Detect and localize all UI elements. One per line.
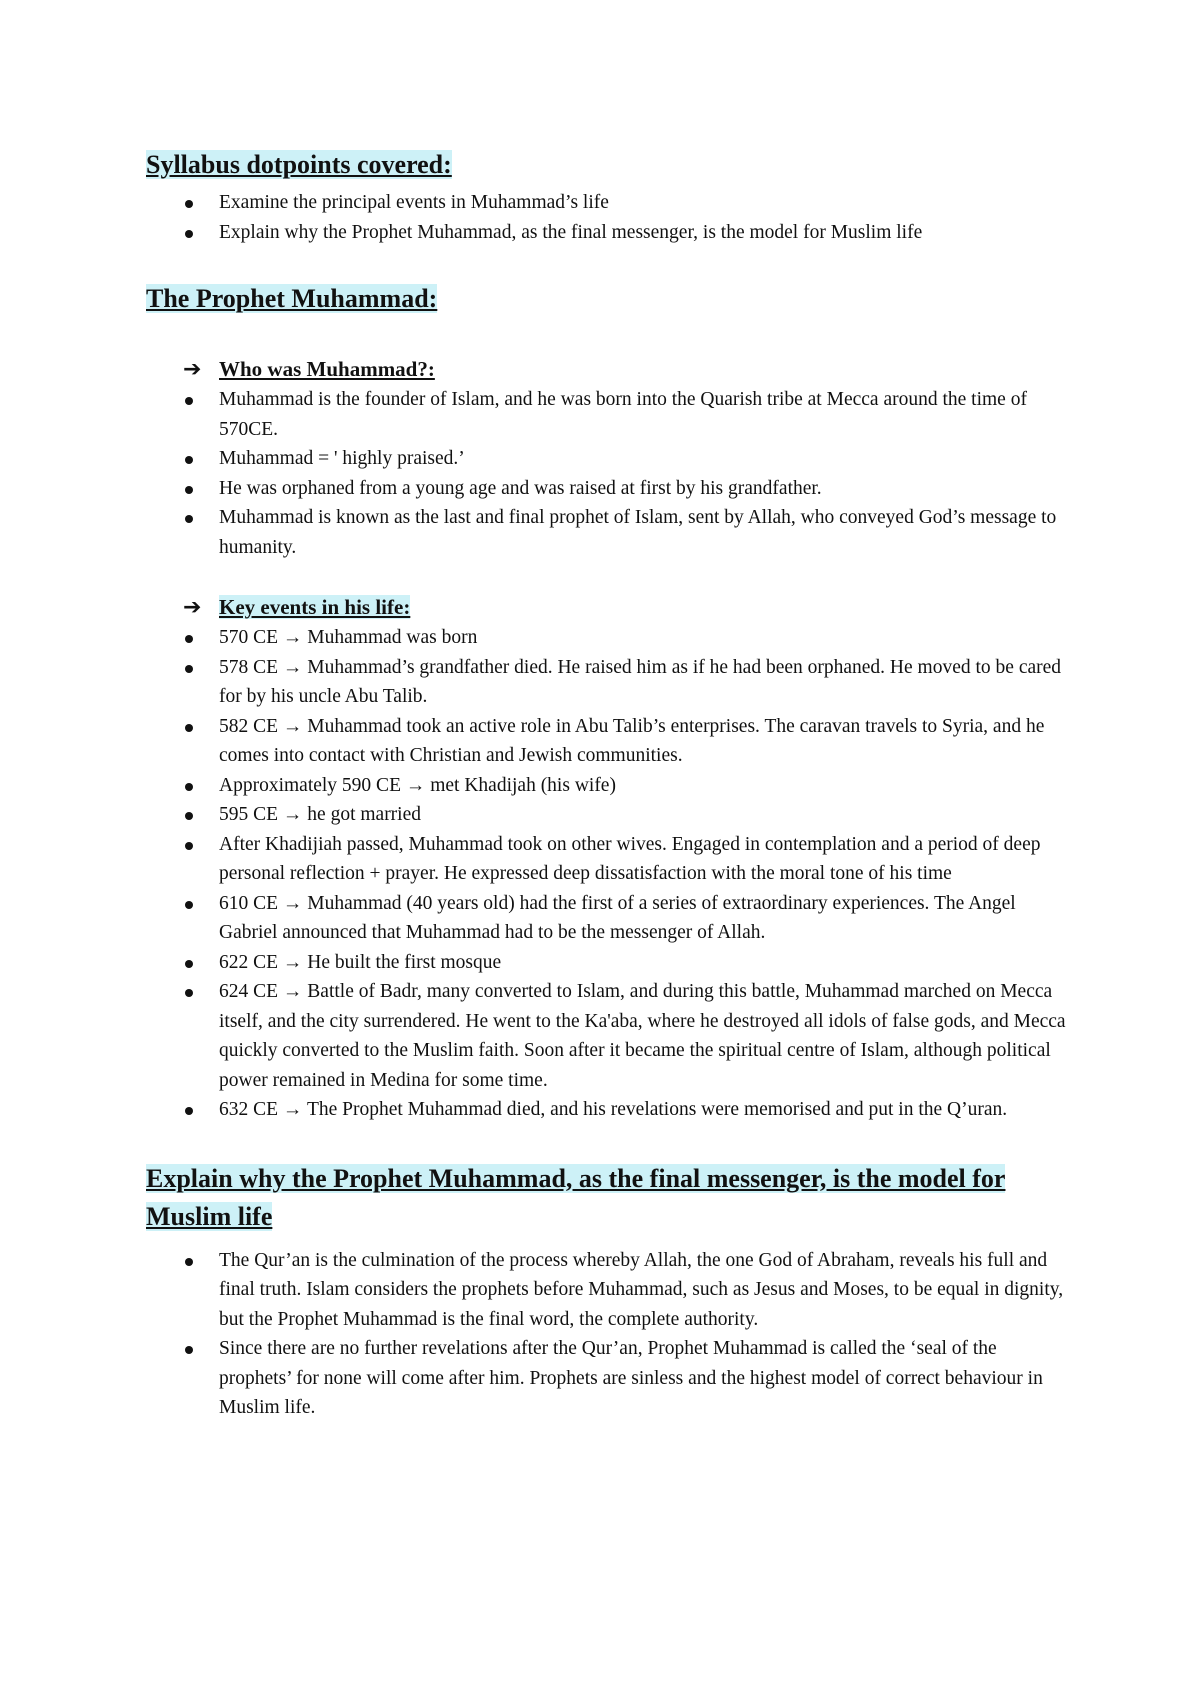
bullet-icon [185, 1346, 193, 1354]
list-item-text: 578 CE → Muhammad’s grandfather died. He raised him as if he had been orphaned. He moved to be cared for by his uncle Abu Talib. [219, 656, 1062, 707]
list-item-text: Since there are no further revelations after the Qur’an, Prophet Muhammad is called the ‘seal of the prophets’ for none will come after him. Prophets are sinless and the highest model of correct behaviour in Muslim life. [219, 1338, 1043, 1418]
bullet-icon [185, 724, 193, 732]
list-item [146, 1334, 1066, 1423]
list-item-text: 622 CE → He built the first mosque [219, 951, 502, 973]
list-item [146, 889, 1066, 948]
bullet-icon [185, 812, 193, 820]
who-subheading [146, 354, 1066, 385]
bullet-icon [185, 397, 193, 405]
bullet-icon [185, 783, 193, 791]
list-item-text: 595 CE → he got married [219, 804, 421, 825]
bullet-icon [185, 486, 193, 494]
list-item-text: Explain why the Prophet Muhammad, as the final messenger, is the model for Muslim life [219, 221, 923, 243]
list-item-text: 624 CE → Battle of Badr, many converted to Islam, and during this battle, Muhammad marched on Mecca itself, and the city surrendered. He went to the Ka'aba, where he destroyed all idols of false gods, and Mecca quickly converted to the Muslim faith. Soon after it became the spiritual centre of Islam, although political power remained in Medina for some time. [219, 981, 1066, 1091]
arrow-right-icon: ➔ [183, 357, 202, 382]
list-item [146, 712, 1066, 771]
list-item [146, 800, 1066, 830]
list-item-text: 610 CE → Muhammad (40 years old) had the first of a series of extraordinary experiences. The Angel Gabriel announced that Muhammad had to be the messenger of Allah. [219, 892, 1016, 943]
list-item [146, 1246, 1066, 1335]
list-item [146, 948, 1066, 978]
who-list [146, 385, 1066, 562]
list-item-text: 582 CE → Muhammad took an active role in Abu Talib’s enterprises. The caravan travels to Syria, and he comes into contact with Christian and Jewish communities. [219, 715, 1045, 766]
syllabus-heading [146, 146, 1066, 184]
list-item-text: Muhammad is known as the last and final prophet of Islam, sent by Allah, who conveyed God’s message to humanity. [219, 507, 1057, 558]
bullet-icon [185, 665, 193, 673]
list-item [146, 474, 1066, 504]
who-subheading-text: Who was Muhammad?: [219, 357, 435, 381]
list-item-text: Muhammad = ' highly praised.’ [219, 448, 465, 469]
list-item [146, 977, 1066, 1095]
list-item [146, 830, 1066, 889]
list-item-text: The Qur’an is the culmination of the process whereby Allah, the one God of Abraham, reveals his full and final truth. Islam considers the prophets before Muhammad, such as Jesus and Moses, to be equal in dignity, but the Prophet Muhammad is the final word, the complete authority. [219, 1249, 1064, 1330]
syllabus-list [146, 188, 1066, 247]
explain-heading-text: Explain why the Prophet Muhammad, as the final messenger, is the model for Muslim life [146, 1163, 1006, 1231]
list-item [146, 771, 1066, 801]
bullet-icon [185, 230, 193, 238]
explain-list [146, 1246, 1066, 1423]
prophet-heading [146, 280, 1066, 318]
arrow-right-icon: ➔ [183, 595, 202, 620]
bullet-icon [185, 989, 193, 997]
list-item [146, 218, 1066, 248]
document-content [146, 146, 1066, 1423]
events-subheading-text: Key events in his life: [219, 595, 411, 619]
list-item-text: He was orphaned from a young age and was raised at first by his grandfather. [219, 477, 822, 499]
explain-heading [146, 1160, 1066, 1236]
prophet-heading-text: The Prophet Muhammad: [146, 284, 438, 313]
list-item-text: Approximately 590 CE → met Khadijah (his wife) [219, 774, 616, 796]
list-item [146, 444, 1066, 474]
bullet-icon [185, 842, 193, 850]
syllabus-heading-text: Syllabus dotpoints covered: [146, 150, 452, 179]
events-subheading [146, 592, 1066, 623]
list-item [146, 188, 1066, 218]
list-item [146, 1095, 1066, 1125]
list-item [146, 385, 1066, 444]
bullet-icon [185, 200, 193, 208]
bullet-icon [185, 1107, 193, 1115]
list-item [146, 623, 1066, 653]
bullet-icon [185, 1258, 193, 1266]
list-item-text: 632 CE → The Prophet Muhammad died, and his revelations were memorised and put in the Q’uran. [219, 1099, 1008, 1120]
bullet-icon [185, 960, 193, 968]
list-item-text: 570 CE → Muhammad was born [219, 627, 478, 648]
list-item [146, 503, 1066, 562]
list-item-text: Examine the principal events in Muhammad’s life [219, 192, 609, 213]
list-item [146, 653, 1066, 712]
bullet-icon [185, 635, 193, 643]
events-list [146, 623, 1066, 1125]
bullet-icon [185, 901, 193, 909]
bullet-icon [185, 456, 193, 464]
list-item-text: After Khadijiah passed, Muhammad took on other wives. Engaged in contemplation and a period of deep personal reflection + prayer. He expressed deep dissatisfaction with the moral tone of his time [219, 833, 1041, 884]
list-item-text: Muhammad is the founder of Islam, and he was born into the Quarish tribe at Mecca around the time of 570CE. [219, 389, 1027, 440]
bullet-icon [185, 515, 193, 523]
